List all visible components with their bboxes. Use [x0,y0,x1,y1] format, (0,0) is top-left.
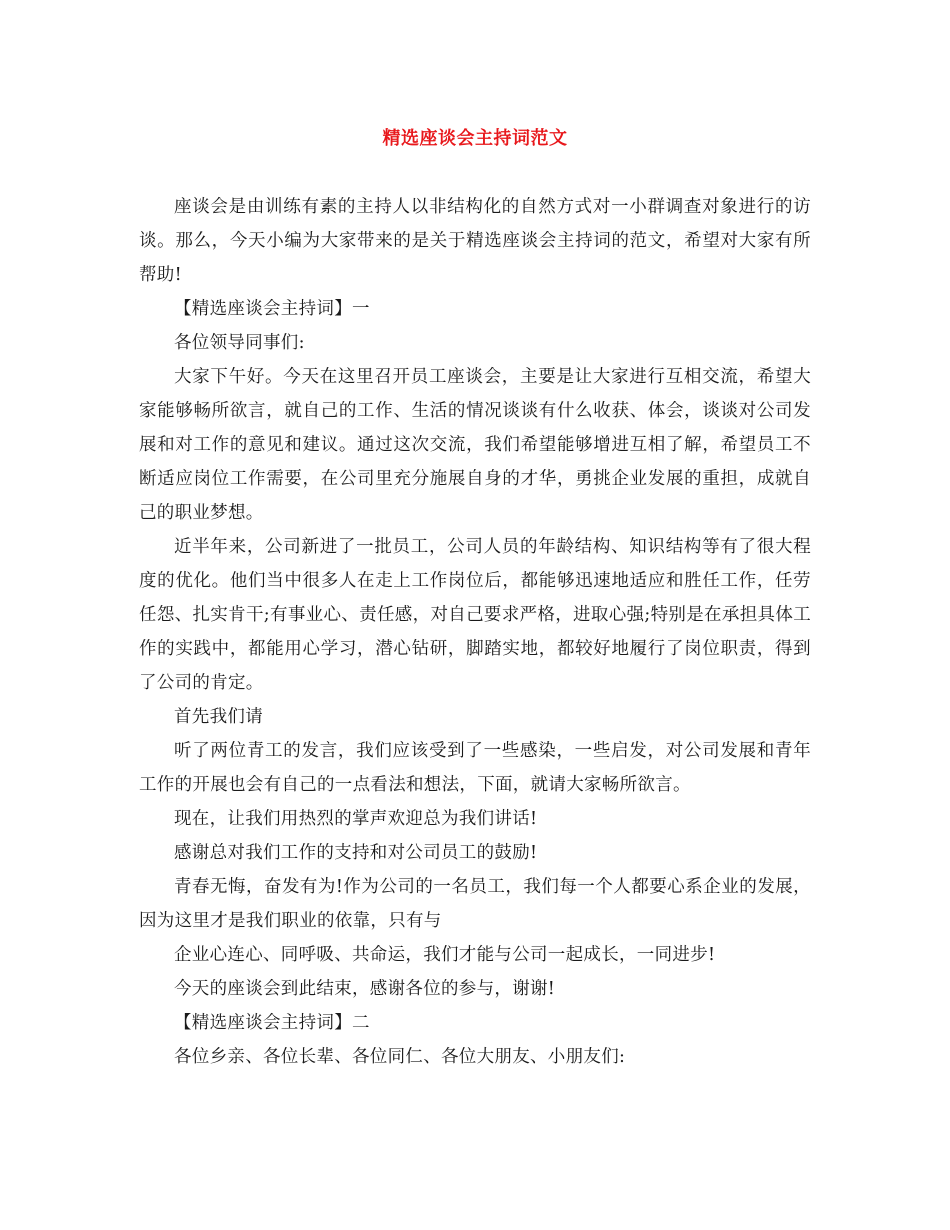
paragraph: 座谈会是由训练有素的主持人以非结构化的自然方式对一小群调查对象进行的访谈。那么，今天小编为大家带来的是关于精选座谈会主持词的范文，希望对大家有所帮助! [139,197,811,285]
paragraph: 感谢总对我们工作的支持和对公司员工的鼓励! [174,843,538,863]
document-body [139,190,811,1074]
paragraph: 现在，让我们用热烈的掌声欢迎总为我们讲话! [174,809,538,829]
section-heading: 【精选座谈会主持词】二 [174,1013,370,1033]
paragraph: 近半年来，公司新进了一批员工，公司人员的年龄结构、知识结构等有了很大程度的优化。他们当中很多人在走上工作岗位后，都能够迅速地适应和胜任工作，任劳任怨、扎实肯干;有事业心、责任感，对自己要求严格，进取心强;特别是在承担具体工作的实践中，都能用心学习，潜心钻研，脚踏实地，都较好地履行了岗位职责，得到了公司的肯定。 [139,537,811,693]
paragraph: 听了两位青工的发言，我们应该受到了一些感染，一些启发，对公司发展和青年工作的开展也会有自己的一点看法和想法，下面，就请大家畅所欲言。 [139,741,811,795]
section-heading: 【精选座谈会主持词】一 [174,299,370,319]
paragraph: 青春无悔，奋发有为!作为公司的一名员工，我们每一个人都要心系企业的发展，因为这里才是我们职业的依靠，只有与 [139,877,811,931]
paragraph: 各位领导同事们: [174,333,305,353]
paragraph: 企业心连心、同呼吸、共命运，我们才能与公司一起成长，一同进步! [174,945,716,965]
paragraph: 今天的座谈会到此结束，感谢各位的参与，谢谢! [174,979,556,999]
paragraph: 大家下午好。今天在这里召开员工座谈会，主要是让大家进行互相交流，希望大家能够畅所欲言，就自己的工作、生活的情况谈谈有什么收获、体会，谈谈对公司发展和对工作的意见和建议。通过这次交流，我们希望能够增进互相了解，希望员工不断适应岗位工作需要，在公司里充分施展自身的才华，勇挑企业发展的重担，成就自己的职业梦想。 [139,367,811,523]
paragraph: 各位乡亲、各位长辈、各位同仁、各位大朋友、小朋友们: [174,1047,626,1067]
document-title: 精选座谈会主持词范文 [382,128,568,149]
paragraph: 首先我们请 [174,707,263,727]
